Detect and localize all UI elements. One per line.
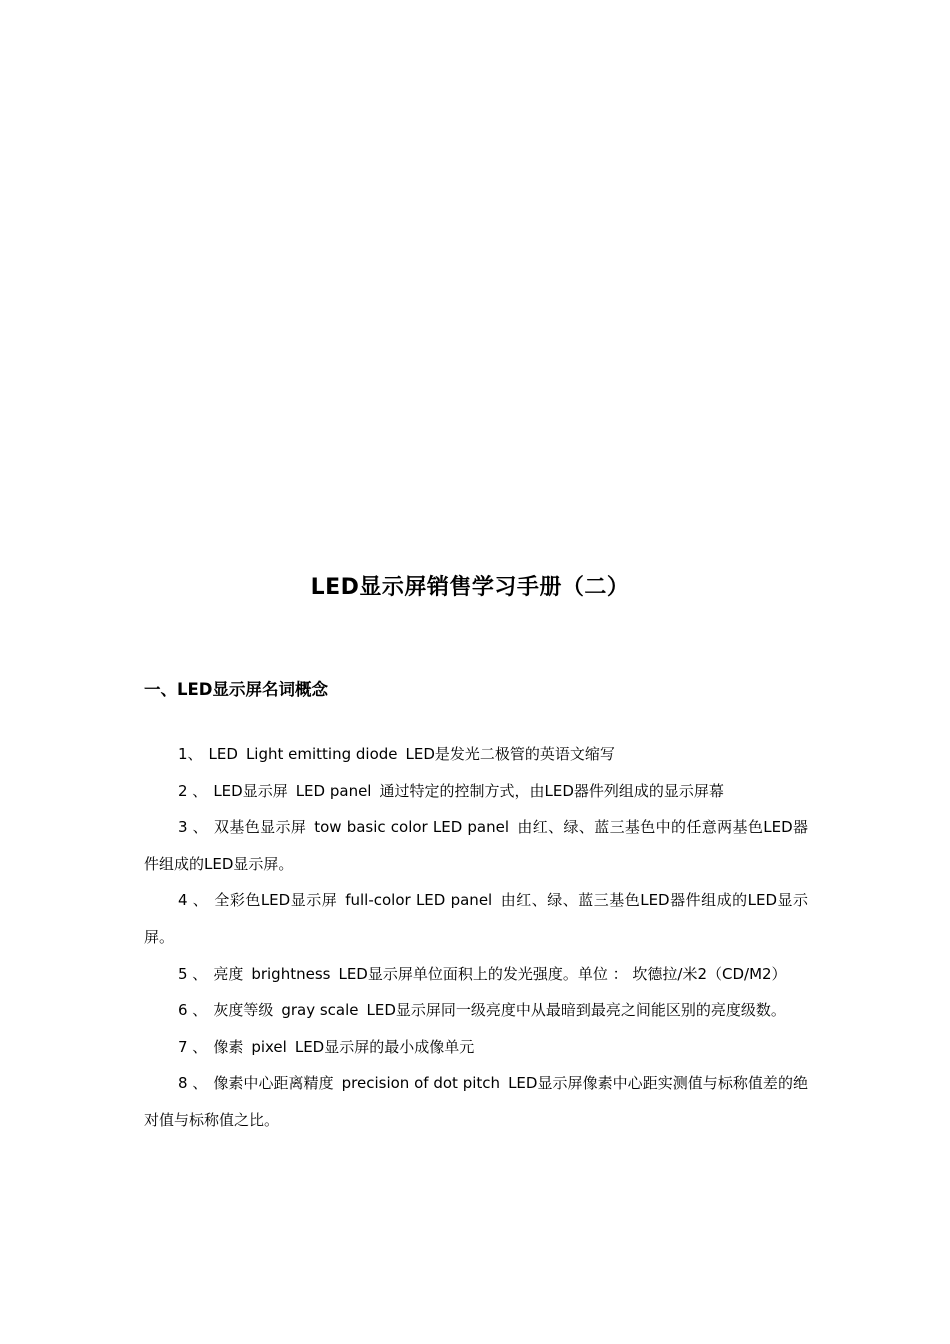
item-description: LED显示屏同一级亮度中从最暗到最亮之间能区别的亮度级数。	[366, 1001, 786, 1020]
item-description: 通过特定的控制方式，由LED器件列组成的显示屏幕	[379, 781, 724, 800]
item-description: LED显示屏单位面积上的发光强度。单位 ： 坎德拉/米2（CD/M2）	[338, 964, 787, 983]
glossary-item	[144, 809, 808, 882]
item-english-term: gray scale	[281, 1001, 359, 1020]
item-term: 双基色显示屏	[214, 818, 307, 837]
item-number: 7 、	[178, 1037, 208, 1056]
item-term: 像素	[213, 1037, 244, 1056]
item-english-term: brightness	[251, 964, 331, 983]
item-english-term: full-color LED panel	[345, 891, 493, 910]
item-number: 3 、	[178, 818, 209, 837]
glossary-item	[144, 882, 808, 955]
glossary-item	[144, 736, 808, 773]
glossary-item	[144, 1065, 808, 1138]
item-description: LED显示屏的最小成像单元	[294, 1037, 475, 1056]
item-description: LED是发光二极管的英语文缩写	[405, 745, 615, 763]
item-description: LED显示屏像素中心距实测值与标称值差的绝对值与标称值之比。	[144, 1074, 808, 1129]
item-number: 8 、	[178, 1074, 208, 1093]
item-term: LED	[208, 745, 238, 763]
document-title: LED显示屏销售学习手册（二）	[310, 575, 630, 600]
item-description: 由红、绿、蓝三基色LED器件组成的LED显示屏。	[144, 891, 808, 946]
item-term: 亮度	[213, 964, 244, 983]
item-term: 灰度等级	[213, 1001, 274, 1020]
item-english-term: tow basic color LED panel	[314, 818, 509, 837]
item-number: 1、	[178, 745, 203, 763]
glossary-item	[144, 773, 808, 810]
glossary-list	[144, 736, 808, 1139]
glossary-item	[144, 1029, 808, 1066]
item-term: 像素中心距离精度	[213, 1074, 334, 1093]
item-number: 2 、	[178, 781, 208, 800]
glossary-item	[144, 992, 808, 1029]
item-term: 全彩色LED显示屏	[214, 891, 338, 910]
item-number: 6 、	[178, 1001, 208, 1020]
item-english-term: pixel	[251, 1037, 287, 1056]
item-description: 由红、绿、蓝三基色中的任意两基色LED器件组成的LED显示屏。	[144, 818, 808, 873]
section-heading: 一、LED显示屏名词概念	[144, 680, 328, 699]
item-number: 5 、	[178, 964, 208, 983]
glossary-item	[144, 956, 808, 993]
item-english-term: precision of dot pitch	[341, 1074, 501, 1093]
item-number: 4 、	[178, 891, 209, 910]
item-english-term: LED panel	[295, 781, 372, 800]
item-english-term: Light emitting diode	[245, 745, 398, 763]
item-term: LED显示屏	[213, 781, 288, 800]
